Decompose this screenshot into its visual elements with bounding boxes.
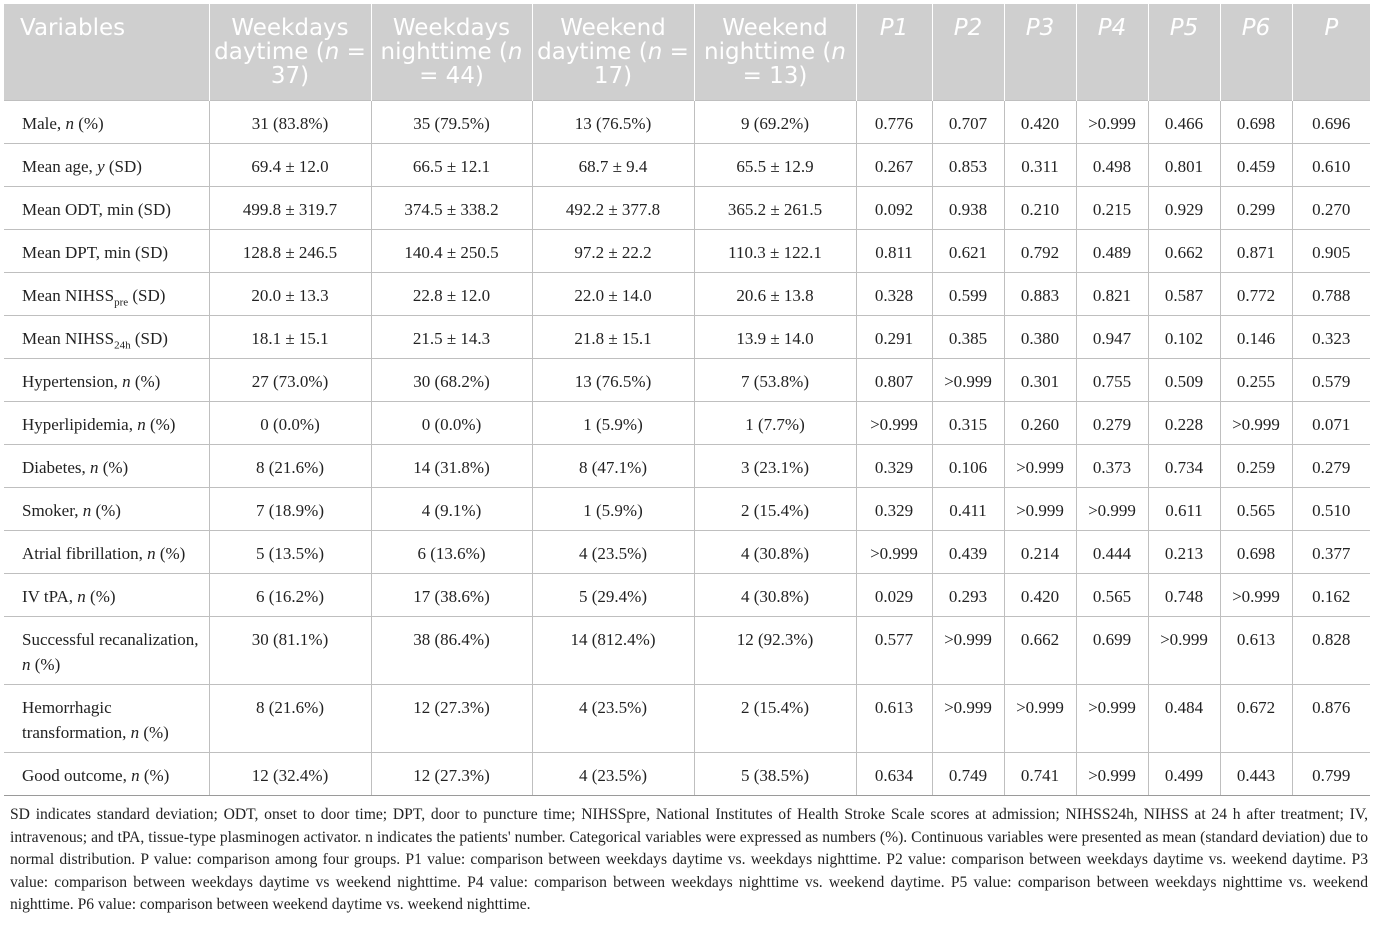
cell-weekend-daytime: 22.0 ± 14.0	[532, 273, 694, 316]
cell-p6: 0.299	[1220, 187, 1292, 230]
cell-weekdays-nighttime: 38 (86.4%)	[371, 617, 532, 685]
cell-p2: 0.621	[932, 230, 1004, 273]
table-row-diabetes	[4, 445, 1370, 488]
cell-weekdays-nighttime: 22.8 ± 12.0	[371, 273, 532, 316]
table-footnote: SD indicates standard deviation; ODT, onset to door time; DPT, door to puncture time; NIHSSpre, National Institutes of Health Stroke Scale scores at admission; NIHSS24h, NIHSS at 24 h after treatment; IV, intravenous; and tPA, tissue-type plasminogen activator. n indicates the patients' number. Categorical variables were expressed as numbers (%). Continuous variables were presented as mean (standard deviation) due to normal distribution. P value: comparison among four groups. P1 value: comparison between weekdays daytime vs. weekdays nighttime. P2 value: comparison between weekdays daytime vs. weekend daytime. P3 value: comparison between weekdays daytime vs weekend nighttime. P4 value: comparison between weekdays nighttime vs. weekend daytime. P5 value: comparison between weekdays nighttime vs. weekend nighttime. P6 value: comparison between weekend daytime vs. weekend nighttime.	[10, 806, 1368, 913]
cell-p: 0.270	[1292, 187, 1370, 230]
cell-p: 0.162	[1292, 574, 1370, 617]
header-p4: P4	[1076, 4, 1148, 101]
cell-p2: 0.385	[932, 316, 1004, 359]
cell-p4: 0.699	[1076, 617, 1148, 685]
cell-p5: 0.662	[1148, 230, 1220, 273]
cell-weekend-nighttime: 1 (7.7%)	[694, 402, 856, 445]
cell-p3: 0.380	[1004, 316, 1076, 359]
cell-p1: 0.092	[856, 187, 932, 230]
cell-weekend-nighttime: 2 (15.4%)	[694, 488, 856, 531]
cell-p4: 0.373	[1076, 445, 1148, 488]
cell-p6: 0.698	[1220, 101, 1292, 144]
cell-p1: 0.328	[856, 273, 932, 316]
row-label: Mean age, y (SD)	[4, 144, 209, 187]
cell-weekend-nighttime: 13.9 ± 14.0	[694, 316, 856, 359]
cell-weekdays-nighttime: 66.5 ± 12.1	[371, 144, 532, 187]
cell-p5: 0.929	[1148, 187, 1220, 230]
cell-p4: >0.999	[1076, 488, 1148, 531]
header-p: P	[1292, 4, 1370, 101]
cell-p4: 0.498	[1076, 144, 1148, 187]
cell-p1: 0.776	[856, 101, 932, 144]
cell-weekend-nighttime: 2 (15.4%)	[694, 685, 856, 753]
cell-weekdays-daytime: 12 (32.4%)	[209, 753, 371, 796]
cell-p5: 0.484	[1148, 685, 1220, 753]
cell-weekdays-nighttime: 30 (68.2%)	[371, 359, 532, 402]
cell-p: 0.610	[1292, 144, 1370, 187]
cell-weekend-daytime: 1 (5.9%)	[532, 402, 694, 445]
cell-p4: 0.755	[1076, 359, 1148, 402]
table-row-mean-dpt	[4, 230, 1370, 273]
cell-p3: 0.210	[1004, 187, 1076, 230]
table-row-successful-recanalization	[4, 617, 1370, 685]
cell-p2: >0.999	[932, 685, 1004, 753]
cell-p1: >0.999	[856, 402, 932, 445]
cell-p4: 0.444	[1076, 531, 1148, 574]
cell-p: 0.696	[1292, 101, 1370, 144]
cell-weekend-nighttime: 110.3 ± 122.1	[694, 230, 856, 273]
table-row-good-outcome	[4, 753, 1370, 796]
cell-weekend-daytime: 21.8 ± 15.1	[532, 316, 694, 359]
cell-weekdays-nighttime: 17 (38.6%)	[371, 574, 532, 617]
cell-p: 0.323	[1292, 316, 1370, 359]
cell-p3: 0.792	[1004, 230, 1076, 273]
cell-weekdays-daytime: 8 (21.6%)	[209, 685, 371, 753]
cell-p4: 0.279	[1076, 402, 1148, 445]
row-label: Atrial fibrillation, n (%)	[4, 531, 209, 574]
cell-p6: 0.613	[1220, 617, 1292, 685]
cell-weekdays-daytime: 31 (83.8%)	[209, 101, 371, 144]
cell-p: 0.510	[1292, 488, 1370, 531]
cell-weekend-daytime: 8 (47.1%)	[532, 445, 694, 488]
cell-weekdays-daytime: 128.8 ± 246.5	[209, 230, 371, 273]
cell-p3: 0.420	[1004, 574, 1076, 617]
cell-p5: 0.499	[1148, 753, 1220, 796]
header-p3: P3	[1004, 4, 1076, 101]
row-label: Mean $NIHSS_{pre}$ (SD)	[4, 273, 209, 316]
table-row-atrial-fibrillation	[4, 531, 1370, 574]
row-label: Good outcome, n (%)	[4, 753, 209, 796]
row-label: Hemorrhagic transformation, n (%)	[4, 685, 209, 753]
header-variables: Variables	[4, 4, 209, 101]
cell-p1: 0.329	[856, 445, 932, 488]
table-body	[4, 101, 1370, 796]
cell-p4: 0.821	[1076, 273, 1148, 316]
cell-weekend-daytime: 5 (29.4%)	[532, 574, 694, 617]
header-p6: P6	[1220, 4, 1292, 101]
cell-p2: 0.853	[932, 144, 1004, 187]
cell-p3: 0.311	[1004, 144, 1076, 187]
cell-p6: >0.999	[1220, 402, 1292, 445]
cell-p5: 0.102	[1148, 316, 1220, 359]
cell-p3: >0.999	[1004, 445, 1076, 488]
cell-p: 0.788	[1292, 273, 1370, 316]
cell-weekend-nighttime: 4 (30.8%)	[694, 531, 856, 574]
cell-p1: 0.613	[856, 685, 932, 753]
cell-p: 0.828	[1292, 617, 1370, 685]
header-p2: P2	[932, 4, 1004, 101]
cell-weekend-daytime: 4 (23.5%)	[532, 531, 694, 574]
cell-p5: 0.748	[1148, 574, 1220, 617]
cell-p1: 0.329	[856, 488, 932, 531]
row-label: IV tPA, n (%)	[4, 574, 209, 617]
table-row-iv-tpa	[4, 574, 1370, 617]
cell-p1: >0.999	[856, 531, 932, 574]
cell-p: 0.071	[1292, 402, 1370, 445]
table-row-male	[4, 101, 1370, 144]
cell-weekend-nighttime: 365.2 ± 261.5	[694, 187, 856, 230]
cell-weekend-nighttime: 9 (69.2%)	[694, 101, 856, 144]
cell-weekend-nighttime: 5 (38.5%)	[694, 753, 856, 796]
cell-p3: 0.214	[1004, 531, 1076, 574]
cell-weekend-daytime: 13 (76.5%)	[532, 101, 694, 144]
cell-weekend-daytime: 1 (5.9%)	[532, 488, 694, 531]
cell-p5: 0.801	[1148, 144, 1220, 187]
cell-weekdays-daytime: 0 (0.0%)	[209, 402, 371, 445]
cell-weekdays-daytime: 6 (16.2%)	[209, 574, 371, 617]
table-row-hyperlipidemia	[4, 402, 1370, 445]
cell-p2: 0.106	[932, 445, 1004, 488]
cell-p4: >0.999	[1076, 753, 1148, 796]
header-row	[4, 4, 1370, 101]
header-p5: P5	[1148, 4, 1220, 101]
header-weekend-nighttime: Weekend nighttime (n = 13)	[694, 4, 856, 101]
cell-p4: 0.215	[1076, 187, 1148, 230]
header-weekdays-daytime: Weekdays daytime (n = 37)	[209, 4, 371, 101]
row-label: Smoker, n (%)	[4, 488, 209, 531]
cell-p1: 0.811	[856, 230, 932, 273]
cell-p3: >0.999	[1004, 488, 1076, 531]
cell-p1: 0.267	[856, 144, 932, 187]
table-row-mean-odt	[4, 187, 1370, 230]
cell-p5: >0.999	[1148, 617, 1220, 685]
cell-p5: 0.213	[1148, 531, 1220, 574]
cell-weekdays-daytime: 30 (81.1%)	[209, 617, 371, 685]
cell-p5: 0.587	[1148, 273, 1220, 316]
cell-p2: 0.315	[932, 402, 1004, 445]
cell-p5: 0.734	[1148, 445, 1220, 488]
cell-p2: 0.411	[932, 488, 1004, 531]
cell-p5: 0.228	[1148, 402, 1220, 445]
cell-weekdays-daytime: 5 (13.5%)	[209, 531, 371, 574]
cell-weekdays-nighttime: 0 (0.0%)	[371, 402, 532, 445]
cell-weekdays-nighttime: 140.4 ± 250.5	[371, 230, 532, 273]
cell-p3: 0.741	[1004, 753, 1076, 796]
header-weekdays-nighttime: Weekdays nighttime (n = 44)	[371, 4, 532, 101]
cell-p1: 0.291	[856, 316, 932, 359]
row-label: Hypertension, n (%)	[4, 359, 209, 402]
cell-p6: 0.146	[1220, 316, 1292, 359]
header-p1: P1	[856, 4, 932, 101]
cell-p1: 0.807	[856, 359, 932, 402]
cell-p6: 0.255	[1220, 359, 1292, 402]
table-row-smoker	[4, 488, 1370, 531]
cell-p5: 0.611	[1148, 488, 1220, 531]
cell-p2: 0.293	[932, 574, 1004, 617]
cell-p4: >0.999	[1076, 101, 1148, 144]
cell-p1: 0.577	[856, 617, 932, 685]
cell-p3: 0.301	[1004, 359, 1076, 402]
data-table	[4, 4, 1370, 796]
cell-weekdays-daytime: 499.8 ± 319.7	[209, 187, 371, 230]
cell-p2: 0.749	[932, 753, 1004, 796]
cell-p1: 0.029	[856, 574, 932, 617]
cell-weekdays-nighttime: 14 (31.8%)	[371, 445, 532, 488]
cell-p3: 0.260	[1004, 402, 1076, 445]
table-row-hemorrhagic-transformation	[4, 685, 1370, 753]
cell-weekdays-daytime: 18.1 ± 15.1	[209, 316, 371, 359]
cell-p2: >0.999	[932, 359, 1004, 402]
cell-p6: >0.999	[1220, 574, 1292, 617]
cell-p3: 0.883	[1004, 273, 1076, 316]
cell-p2: >0.999	[932, 617, 1004, 685]
cell-p6: 0.443	[1220, 753, 1292, 796]
cell-p6: 0.459	[1220, 144, 1292, 187]
cell-weekdays-nighttime: 374.5 ± 338.2	[371, 187, 532, 230]
cell-weekdays-nighttime: 21.5 ± 14.3	[371, 316, 532, 359]
cell-weekend-nighttime: 12 (92.3%)	[694, 617, 856, 685]
row-label: Successful recanalization, n (%)	[4, 617, 209, 685]
table-row-mean-nihss-pre	[4, 273, 1370, 316]
cell-p: 0.876	[1292, 685, 1370, 753]
cell-p6: 0.259	[1220, 445, 1292, 488]
cell-weekdays-nighttime: 6 (13.6%)	[371, 531, 532, 574]
cell-weekend-daytime: 14 (812.4%)	[532, 617, 694, 685]
cell-weekdays-nighttime: 12 (27.3%)	[371, 753, 532, 796]
table-row-mean-nihss-24h	[4, 316, 1370, 359]
cell-weekend-nighttime: 7 (53.8%)	[694, 359, 856, 402]
header-weekend-daytime: Weekend daytime (n = 17)	[532, 4, 694, 101]
cell-weekdays-nighttime: 35 (79.5%)	[371, 101, 532, 144]
cell-p3: 0.662	[1004, 617, 1076, 685]
cell-p4: 0.489	[1076, 230, 1148, 273]
row-label: Diabetes, n (%)	[4, 445, 209, 488]
cell-weekend-nighttime: 20.6 ± 13.8	[694, 273, 856, 316]
cell-p2: 0.938	[932, 187, 1004, 230]
cell-p6: 0.672	[1220, 685, 1292, 753]
cell-weekend-daytime: 4 (23.5%)	[532, 685, 694, 753]
cell-weekdays-nighttime: 4 (9.1%)	[371, 488, 532, 531]
cell-weekdays-daytime: 20.0 ± 13.3	[209, 273, 371, 316]
cell-p: 0.905	[1292, 230, 1370, 273]
cell-p4: 0.947	[1076, 316, 1148, 359]
row-label: Mean DPT, min (SD)	[4, 230, 209, 273]
row-label: Hyperlipidemia, n (%)	[4, 402, 209, 445]
cell-p: 0.799	[1292, 753, 1370, 796]
cell-p1: 0.634	[856, 753, 932, 796]
cell-p3: >0.999	[1004, 685, 1076, 753]
table-container	[4, 4, 1370, 917]
cell-p4: 0.565	[1076, 574, 1148, 617]
cell-weekdays-daytime: 8 (21.6%)	[209, 445, 371, 488]
cell-weekend-daytime: 4 (23.5%)	[532, 753, 694, 796]
cell-p: 0.279	[1292, 445, 1370, 488]
cell-weekend-nighttime: 3 (23.1%)	[694, 445, 856, 488]
cell-weekend-daytime: 68.7 ± 9.4	[532, 144, 694, 187]
cell-p6: 0.772	[1220, 273, 1292, 316]
cell-p6: 0.698	[1220, 531, 1292, 574]
cell-weekend-daytime: 97.2 ± 22.2	[532, 230, 694, 273]
cell-weekend-nighttime: 4 (30.8%)	[694, 574, 856, 617]
cell-weekend-daytime: 492.2 ± 377.8	[532, 187, 694, 230]
row-label: Mean ODT, min (SD)	[4, 187, 209, 230]
cell-p: 0.579	[1292, 359, 1370, 402]
cell-p4: >0.999	[1076, 685, 1148, 753]
cell-p2: 0.599	[932, 273, 1004, 316]
cell-weekdays-daytime: 27 (73.0%)	[209, 359, 371, 402]
cell-weekdays-nighttime: 12 (27.3%)	[371, 685, 532, 753]
row-label: Male, n (%)	[4, 101, 209, 144]
cell-weekend-daytime: 13 (76.5%)	[532, 359, 694, 402]
cell-weekdays-daytime: 69.4 ± 12.0	[209, 144, 371, 187]
cell-p6: 0.871	[1220, 230, 1292, 273]
cell-p5: 0.509	[1148, 359, 1220, 402]
cell-p5: 0.466	[1148, 101, 1220, 144]
cell-p: 0.377	[1292, 531, 1370, 574]
cell-p6: 0.565	[1220, 488, 1292, 531]
cell-weekdays-daytime: 7 (18.9%)	[209, 488, 371, 531]
cell-p2: 0.439	[932, 531, 1004, 574]
row-label: Mean $NIHSS_{24h}$ (SD)	[4, 316, 209, 359]
cell-weekend-nighttime: 65.5 ± 12.9	[694, 144, 856, 187]
table-row-mean-age	[4, 144, 1370, 187]
cell-p3: 0.420	[1004, 101, 1076, 144]
cell-p2: 0.707	[932, 101, 1004, 144]
table-row-hypertension	[4, 359, 1370, 402]
